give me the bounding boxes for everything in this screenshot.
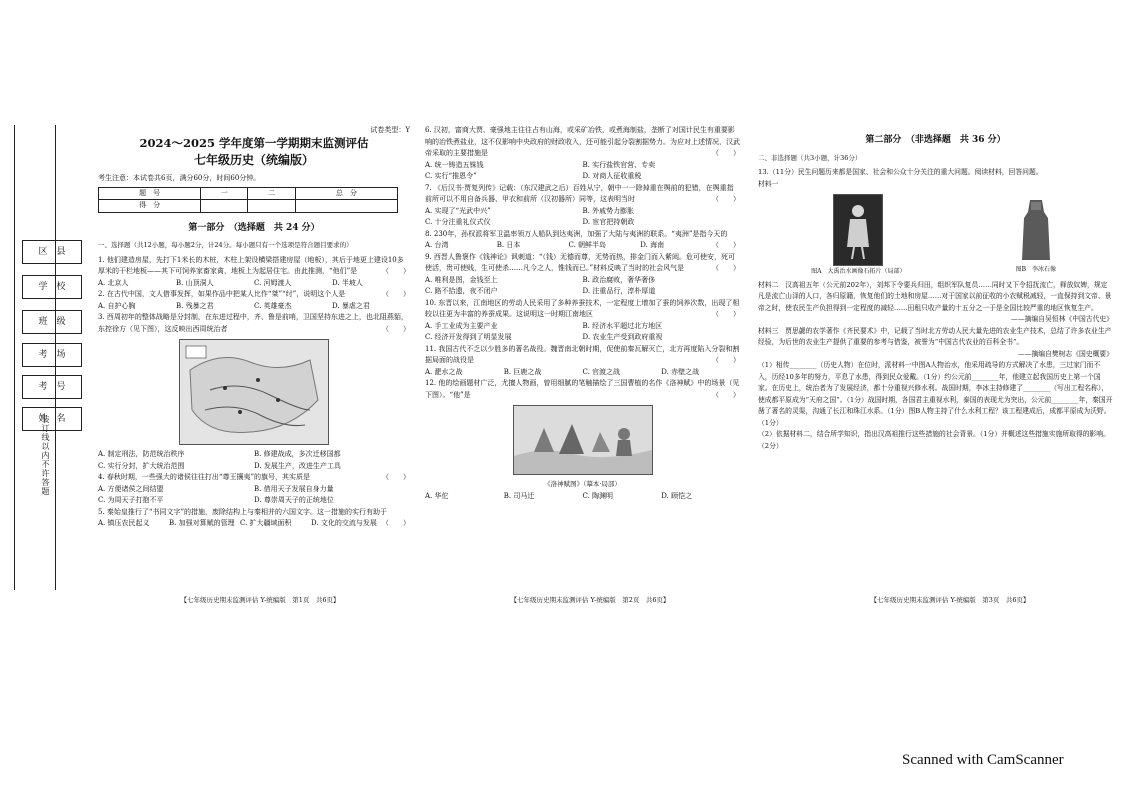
option-c: C. 扩大疆域面积 bbox=[240, 519, 292, 527]
option-a: A. 北京人 bbox=[98, 278, 129, 287]
option-c: C. 河姆渡人 bbox=[254, 278, 292, 287]
option-c: C. 十分注重礼仪式仪 bbox=[425, 218, 491, 226]
cut-line-notice: 装订线以内不许答题 bbox=[41, 415, 50, 496]
answer-paren[interactable]: （ ） bbox=[382, 324, 410, 333]
material-two-source: ——摘编自吴恒林《中国古代史》 bbox=[1011, 315, 1113, 323]
question-4 bbox=[98, 472, 410, 507]
option-a: A. 华佗 bbox=[425, 491, 449, 500]
option-b: B. 政治腐败，奢华奢侈 bbox=[582, 275, 656, 284]
option-a: A. 淝水之战 bbox=[425, 367, 463, 376]
yu-rubbing-image bbox=[833, 194, 883, 266]
question-stem: 3. 西周初年的整体战略是分封制，在东进过程中，齐、鲁是前哨，卫国坚持东进之上，也北阻燕貊，东控徐方（见下图），这反映出西周统治者 bbox=[98, 313, 408, 333]
name-box: 姓 名 bbox=[22, 407, 82, 431]
answer-paren[interactable]: （ ） bbox=[712, 149, 740, 157]
question-12 bbox=[425, 378, 740, 502]
score-table-cell[interactable] bbox=[248, 200, 295, 213]
libing-statue-image bbox=[1012, 194, 1060, 264]
stone-rubbing-icon bbox=[834, 195, 882, 265]
option-a: A. 台湾 bbox=[425, 241, 449, 249]
question-stem: 1. 他们建造房屋，先打下1米长的木桩，木柱上架设横梁搭建房屋（地板），其后于地更上建设10多厚米的干栏地板——其下可饲养家畜家禽，地板上为起居住宅。由此推测，“他们”是 bbox=[98, 255, 404, 275]
page-1 bbox=[98, 125, 410, 530]
exam-number-box: 考 号 bbox=[22, 375, 82, 399]
question-stem: 10. 东晋以来，江南地区的劳动人民采用了多种养蚕技术，一定程度上增加了蚕的饲养次数，出现了相较以往更为丰富的养蚕成果。这说明这一时期江南地区 bbox=[425, 298, 740, 318]
option-c: C. 为周天子打抱不平 bbox=[98, 496, 164, 504]
option-d: D. 赤壁之战 bbox=[661, 367, 700, 376]
luoshen-painting bbox=[513, 405, 653, 475]
exam-room-box: 考 场 bbox=[22, 343, 82, 367]
question-stem: 11. 我国古代不乏以少胜多的著名战役。魏晋南北朝时期，促使前秦瓦解灭亡，北方再度陷入分裂和割据局面的战役是 bbox=[425, 344, 740, 364]
binding-margin bbox=[0, 125, 95, 590]
option-d: D. 暴虐之君 bbox=[332, 301, 370, 310]
painting-image-icon bbox=[514, 406, 652, 474]
figure-a-caption: 图A 大禹治水画像石拓片（局部） bbox=[811, 268, 906, 275]
option-a: A. 自护心胸 bbox=[98, 301, 136, 310]
material-three-source: ——摘编自樊树志《国史概要》 bbox=[1017, 349, 1113, 358]
exam-note: 考生注意：本试卷共6页，满分60分，时间60分钟。 bbox=[98, 174, 261, 182]
option-d: D. 宦官把持朝政 bbox=[582, 218, 635, 226]
school-box: 学 校 bbox=[22, 275, 82, 299]
answer-paren[interactable]: （ ） bbox=[712, 356, 740, 364]
score-table-cell: 一 bbox=[201, 187, 248, 200]
scanner-watermark: Scanned with CamScanner bbox=[902, 752, 1064, 768]
question-8 bbox=[425, 229, 740, 252]
option-a: A. 手工业成为主要产业 bbox=[425, 321, 498, 330]
option-c: C. 实行分封，扩大统治范围 bbox=[98, 461, 185, 470]
score-table-cell: 题 号 bbox=[99, 187, 201, 200]
page-1-footer: 【七年级历史期末监测评估 Y-统编版 第1页 共6页】 bbox=[180, 596, 340, 604]
page-3-footer: 【七年级历史期末监测评估 Y-统编版 第3页 共6页】 bbox=[870, 596, 1030, 604]
option-c: C. 英雄豪杰 bbox=[254, 301, 292, 310]
material-one-label: 材料一 bbox=[758, 179, 779, 188]
exam-subject: 七年级历史（统编版） bbox=[193, 153, 314, 167]
question-stem: 9. 西晋人鲁褒作《钱神论》讽刺道：“（钱）无德而尊，无势而热，排金门而入紫闼。危可使安，死可使活，贵可使贱，生可使杀……凡今之人，惟钱而已。”材料反映了当时的社会风气是 bbox=[425, 252, 735, 272]
option-d: D. 对商人征收重税 bbox=[582, 172, 642, 180]
western-zhou-map bbox=[179, 339, 329, 445]
figure-b bbox=[1012, 194, 1060, 278]
question-stem: 4. 春秋时期，一些强大的诸侯往往打出“尊王攘夷”的旗号，其实质是 bbox=[98, 473, 311, 481]
option-c: C. 朝鲜半岛 bbox=[568, 241, 607, 249]
option-a: A. 镇压农民起义 bbox=[98, 519, 150, 527]
option-a: A. 实现了“光武中兴” bbox=[425, 206, 491, 215]
option-d: D. 尊崇周天子的正统地位 bbox=[254, 496, 334, 504]
score-table-cell: 总 分 bbox=[295, 187, 397, 200]
option-b: B. 山顶洞人 bbox=[176, 278, 214, 287]
option-a: A. 制定刑法，防范统治秩序 bbox=[98, 450, 185, 458]
score-table-cell[interactable] bbox=[295, 200, 397, 213]
question-13-stem: 13.（11分）民生问题历来都是国家、社会和公众十分关注的重大问题。阅读材料，回答问题。 bbox=[758, 168, 1043, 176]
material-two: 材料二 汉高祖五年（公元前202年），刘邦下令要兵归田，组织军队复员……同时又下令招抚流亡，释放奴婢，规定凡是流亡山泽的人口，各归原籍，恢复他们的土地和房屋……对于国家以前征收的小农赋税减轻，一直保持到文帝、景帝之时，使农民生产负担得到一定程度的减轻……田租只收产量的十五分之一于是全国比较严重的地区恢复生产。 bbox=[758, 280, 1112, 312]
option-b: B. 实行盐铁官营、专卖 bbox=[582, 160, 656, 169]
question-stem: 6. 汉初，富商大贾、豪强地主往往占有山海，或采矿冶铁，或煮海制盐，垄断了对国计民生有重要影响的冶铁煮盐业，这不仅影响中央政府的财政收入，还可能引起分裂割据势力。为应对上述情况，汉武帝采取的主要措施是 bbox=[425, 126, 740, 157]
option-a: A. 唯利是图，金钱至上 bbox=[425, 275, 498, 284]
option-b: B. 借用天子发展自身力量 bbox=[254, 484, 334, 493]
class-box: 班 级 bbox=[22, 310, 82, 334]
option-b: B. 修建战成，多次迁移国都 bbox=[254, 450, 341, 458]
option-d: D. 半坡人 bbox=[332, 278, 363, 287]
question-10 bbox=[425, 298, 740, 344]
sub-question-1[interactable]: （1）相传________（历史人物）在位时，派材料一中图A人物治水，他采用疏导的方式解决了水患，三过家门而不入，历经10多年的努力，平息了水患，得到民众爱戴。（1分）约公元前________年，他建立起我国历史上第一个国家。在历史上，统治者为了发展经济，都十分重视兴修水利。战国时期，李冰主持修建了________（写出工程名称），使成都平原成为“天府之国”。（1分）战国时期，各国君主重视水利，泰国的表现尤为突出，公元前________年，秦国开凿了著名的灵渠，沟通了长江和珠江水系。（1分）图B人物主持了什么水利工程？该工程建成后，成都平原成为沃野。（1分） bbox=[758, 361, 1113, 427]
question-stem: 2. 在古代中国，文人借事发挥，如果作品中把某人比作“桀”“纣”，说明这个人是 bbox=[98, 290, 346, 298]
question-11 bbox=[425, 344, 740, 379]
part-one-title: 第一部分 （选择题 共 24 分） bbox=[188, 222, 320, 233]
option-d: D. 海南 bbox=[640, 241, 665, 249]
option-b: B. 日本 bbox=[496, 241, 521, 249]
question-5 bbox=[98, 507, 410, 530]
answer-paren[interactable]: （ ） bbox=[712, 264, 740, 272]
painting-caption: 《洛神赋图》（摹本·局部） bbox=[544, 480, 621, 488]
answer-paren[interactable]: （ ） bbox=[382, 473, 410, 481]
option-b: B. 司马迁 bbox=[503, 491, 535, 500]
option-b: B. 经济水平超过北方地区 bbox=[582, 321, 663, 330]
option-b: B. 巨鹿之战 bbox=[503, 367, 542, 376]
option-c: C. 陶渊明 bbox=[582, 491, 614, 500]
page-2 bbox=[425, 125, 740, 502]
option-b: B. 加强对算赋的管理 bbox=[169, 519, 235, 527]
paper-type-label: 试卷类型：Y bbox=[370, 126, 410, 134]
option-a: A. 统一铸造五铢钱 bbox=[425, 160, 484, 169]
option-c: C. 路不拾遗，夜不闭户 bbox=[425, 287, 498, 295]
question-2 bbox=[98, 289, 410, 312]
question-stem: 8. 230年，孙权派将军卫温率领万人船队到达夷洲，加强了大陆与夷洲的联系。“夷洲”是指今天的 bbox=[425, 229, 728, 238]
material-three: 材料三 贾思勰的农学著作《齐民要术》中，记载了当时北方劳动人民大量先进的农业生产技术，总结了许多农业生产经验，为后世的农业生产提供了重要的参考与借鉴，被誉为“中国古代农业的百科全书”。 bbox=[758, 326, 1112, 346]
score-table bbox=[98, 187, 398, 213]
district-box: 区 县 bbox=[22, 240, 82, 264]
answer-paren[interactable]: （ ） bbox=[382, 267, 410, 275]
sub-question-2[interactable]: （2）依据材料二，结合所学知识，指出汉高祖推行这些措施的社会背景。（1分）并概述这些措施实施所取得的影响。（2分） bbox=[758, 430, 1110, 450]
section-instructions: 一、选择题（共12小题，每小题2分，计24分。每小题只有一个选项是符合题目要求的） bbox=[98, 241, 353, 249]
question-stem: 12. 他的绘画题材广泛，尤擅人物画，曾用细腻的笔触描绘了三国曹植的名作《洛神赋》中的场景（见下图）。“他”是 bbox=[425, 379, 740, 399]
question-6 bbox=[425, 125, 740, 183]
material-one-figures bbox=[758, 194, 1113, 278]
question-stem: 7. 《后汉书·贾复列传》记载：（东汉建武之后）百姓从宁，朝中一一除掉重在舆前的犯错，在舆重指前所可以不用自备兵器、甲衣和前所（汉初器所）同等，这表明当时 bbox=[425, 183, 734, 203]
figure-b-caption: 图B 李冰石像 bbox=[1015, 266, 1057, 273]
question-7 bbox=[425, 183, 740, 229]
option-d: D. 农业生产受到政府重视 bbox=[582, 333, 663, 341]
answer-paren[interactable]: （ ） bbox=[712, 390, 740, 399]
binding-line bbox=[14, 125, 15, 590]
option-d: D. 文化的交流与发展 bbox=[311, 519, 377, 527]
score-table-cell[interactable] bbox=[201, 200, 248, 213]
map-sketch-icon bbox=[180, 340, 328, 444]
question-1 bbox=[98, 255, 410, 290]
option-d: D. 注重品行，淳朴厚道 bbox=[582, 287, 656, 295]
option-b: B. 外戚势力膨胀 bbox=[582, 206, 635, 215]
page-2-footer: 【七年级历史期末监测评估 Y-统编版 第2页 共6页】 bbox=[510, 596, 670, 604]
question-stem: 5. 秦始皇推行了“书同文字”的措施，废除结构上与秦相并的六国文字。这一措施的实行有助于 bbox=[98, 507, 388, 516]
answer-paren[interactable]: （ ） bbox=[712, 310, 740, 318]
option-c: C. 实行“推恩令” bbox=[425, 172, 477, 180]
question-9 bbox=[425, 252, 740, 298]
part-two-title: 第二部分 （非选择题 共 36 分） bbox=[865, 135, 1006, 145]
option-b: B. 残暴之君 bbox=[176, 301, 214, 310]
answer-paren[interactable]: （ ） bbox=[712, 241, 740, 249]
answer-paren[interactable]: （ ） bbox=[712, 195, 740, 203]
answer-paren[interactable]: （ ） bbox=[382, 519, 410, 527]
score-table-cell: 二 bbox=[248, 187, 295, 200]
page-3 bbox=[758, 125, 1113, 452]
section-instructions: 二、非选择题（共3小题，计36分） bbox=[758, 153, 862, 162]
option-d: D. 顾恺之 bbox=[661, 491, 693, 500]
answer-paren[interactable]: （ ） bbox=[382, 290, 410, 298]
score-table-cell: 得 分 bbox=[99, 200, 201, 213]
question-3 bbox=[98, 312, 410, 472]
statue-icon bbox=[1012, 194, 1060, 264]
exam-title: 2024～2025 学年度第一学期期末监测评估 bbox=[139, 136, 369, 150]
option-a: A. 方便诸侯之间结盟 bbox=[98, 484, 164, 493]
option-c: C. 官渡之战 bbox=[582, 367, 621, 376]
figure-a bbox=[811, 194, 905, 278]
option-c: C. 经济开发得到了明显发展 bbox=[425, 333, 512, 341]
option-d: D. 发展生产，改进生产工具 bbox=[254, 461, 341, 470]
